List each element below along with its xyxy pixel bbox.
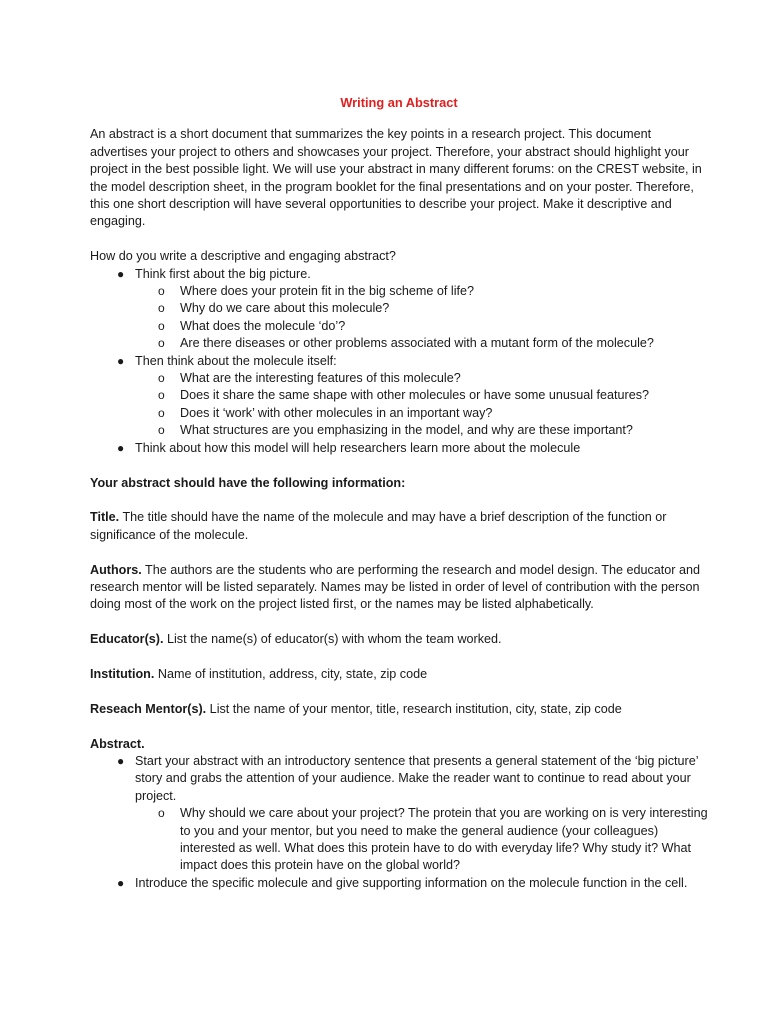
circle-bullet-icon: o bbox=[158, 284, 165, 299]
section-authors bbox=[90, 562, 708, 614]
section-label: Reseach Mentor(s). bbox=[90, 701, 207, 716]
bullet-icon: ● bbox=[117, 440, 125, 455]
sub-item bbox=[135, 335, 708, 352]
sub-text: Where does your protein fit in the big scheme of life? bbox=[180, 284, 475, 299]
tip-text: Think about how this model will help researchers learn more about the molecule bbox=[135, 440, 581, 455]
section-institution bbox=[90, 666, 708, 683]
abstract-item bbox=[90, 753, 708, 875]
tip-item bbox=[90, 353, 708, 440]
circle-bullet-icon: o bbox=[158, 371, 165, 386]
info-heading bbox=[90, 475, 708, 492]
sub-text: Does it ‘work’ with other molecules in an important way? bbox=[180, 405, 493, 420]
bullet-icon: ● bbox=[117, 875, 125, 890]
section-text: List the name(s) of educator(s) with whom the team worked. bbox=[163, 632, 502, 647]
section-label: Institution. bbox=[90, 666, 155, 681]
tip-text: Then think about the molecule itself: bbox=[135, 353, 337, 368]
circle-bullet-icon: o bbox=[158, 405, 165, 420]
sub-list bbox=[135, 805, 708, 875]
circle-bullet-icon: o bbox=[158, 301, 165, 316]
sub-text: What are the interesting features of this molecule? bbox=[180, 371, 461, 386]
tip-item bbox=[90, 440, 708, 457]
sub-item bbox=[135, 387, 708, 404]
section-mentor bbox=[90, 701, 708, 718]
sub-text: Does it share the same shape with other molecules or have some unusual features? bbox=[180, 388, 650, 403]
sub-item bbox=[135, 370, 708, 387]
circle-bullet-icon: o bbox=[158, 388, 165, 403]
section-label: Authors. bbox=[90, 562, 142, 577]
document-title: Writing an Abstract bbox=[340, 95, 458, 110]
tips-list bbox=[90, 266, 708, 457]
bullet-icon: ● bbox=[117, 266, 125, 281]
abstract-text: Introduce the specific molecule and give supporting information on the molecule function in the cell. bbox=[135, 875, 688, 890]
sub-text: What structures are you emphasizing in the model, and why are these important? bbox=[180, 423, 633, 438]
section-label: Title. bbox=[90, 510, 120, 525]
sub-item bbox=[135, 422, 708, 439]
section-label: Educator(s). bbox=[90, 632, 164, 647]
circle-bullet-icon: o bbox=[158, 336, 165, 351]
tip-text: Think first about the big picture. bbox=[135, 266, 311, 281]
abstract-text: Start your abstract with an introductory sentence that presents a general statement of the ‘big picture’ story and grabs the attention of your audience. Make the reader want to continue to read about your project. bbox=[135, 753, 699, 803]
circle-bullet-icon: o bbox=[158, 423, 165, 438]
sub-item bbox=[135, 283, 708, 300]
abstract-item bbox=[90, 875, 708, 892]
section-text: The title should have the name of the molecule and may have a brief description of the function or significance of the molecule. bbox=[90, 510, 667, 542]
intro-paragraph: An abstract is a short document that summarizes the key points in a research project. This document advertises your project to others and showcases your project. Therefore, your abstract should highlight your project in the best possible light. We will use your abstract in many different forums: on the CREST website, in the model description sheet, in the program booklet for the final presentations and on your poster. Therefore, this one short description will have several opportunities to describe your project. Make it descriptive and engaging. bbox=[90, 127, 702, 229]
bullet-icon: ● bbox=[117, 353, 125, 368]
sub-text: Are there diseases or other problems associated with a mutant form of the molecule? bbox=[180, 336, 654, 351]
info-heading-text: Your abstract should have the following information: bbox=[90, 475, 406, 490]
question-line: How do you write a descriptive and engaging abstract? bbox=[90, 249, 396, 264]
sub-item bbox=[135, 405, 708, 422]
section-text: The authors are the students who are performing the research and model design. The educator and research mentor will be listed separately. Names may be listed in order of level of contribution with the person doing most of the work on the project listed first, or the names may be listed alphabetically. bbox=[90, 562, 700, 612]
circle-bullet-icon: o bbox=[158, 806, 165, 821]
sub-item bbox=[135, 318, 708, 335]
tip-item bbox=[90, 266, 708, 353]
section-title bbox=[90, 509, 708, 544]
sub-item bbox=[135, 805, 708, 875]
sub-list bbox=[135, 283, 708, 353]
section-educators bbox=[90, 631, 708, 648]
section-text: Name of institution, address, city, state, zip code bbox=[154, 666, 428, 681]
abstract-list bbox=[90, 753, 708, 892]
sub-text: Why should we care about your project? The protein that you are working on is very interesting to you and your mentor, but you need to make the general audience (your colleagues) interested as well. What does this protein have to do with everyday life? Why study it? What impact does this protein have on the global world? bbox=[180, 806, 708, 873]
section-text: List the name of your mentor, title, research institution, city, state, zip code bbox=[206, 701, 622, 716]
bullet-icon: ● bbox=[117, 753, 125, 768]
abstract-heading-text: Abstract. bbox=[90, 736, 145, 751]
abstract-heading bbox=[90, 736, 708, 753]
sub-text: Why do we care about this molecule? bbox=[180, 301, 390, 316]
sub-text: What does the molecule ‘do’? bbox=[180, 318, 346, 333]
sub-list bbox=[135, 370, 708, 440]
circle-bullet-icon: o bbox=[158, 318, 165, 333]
sub-item bbox=[135, 300, 708, 317]
